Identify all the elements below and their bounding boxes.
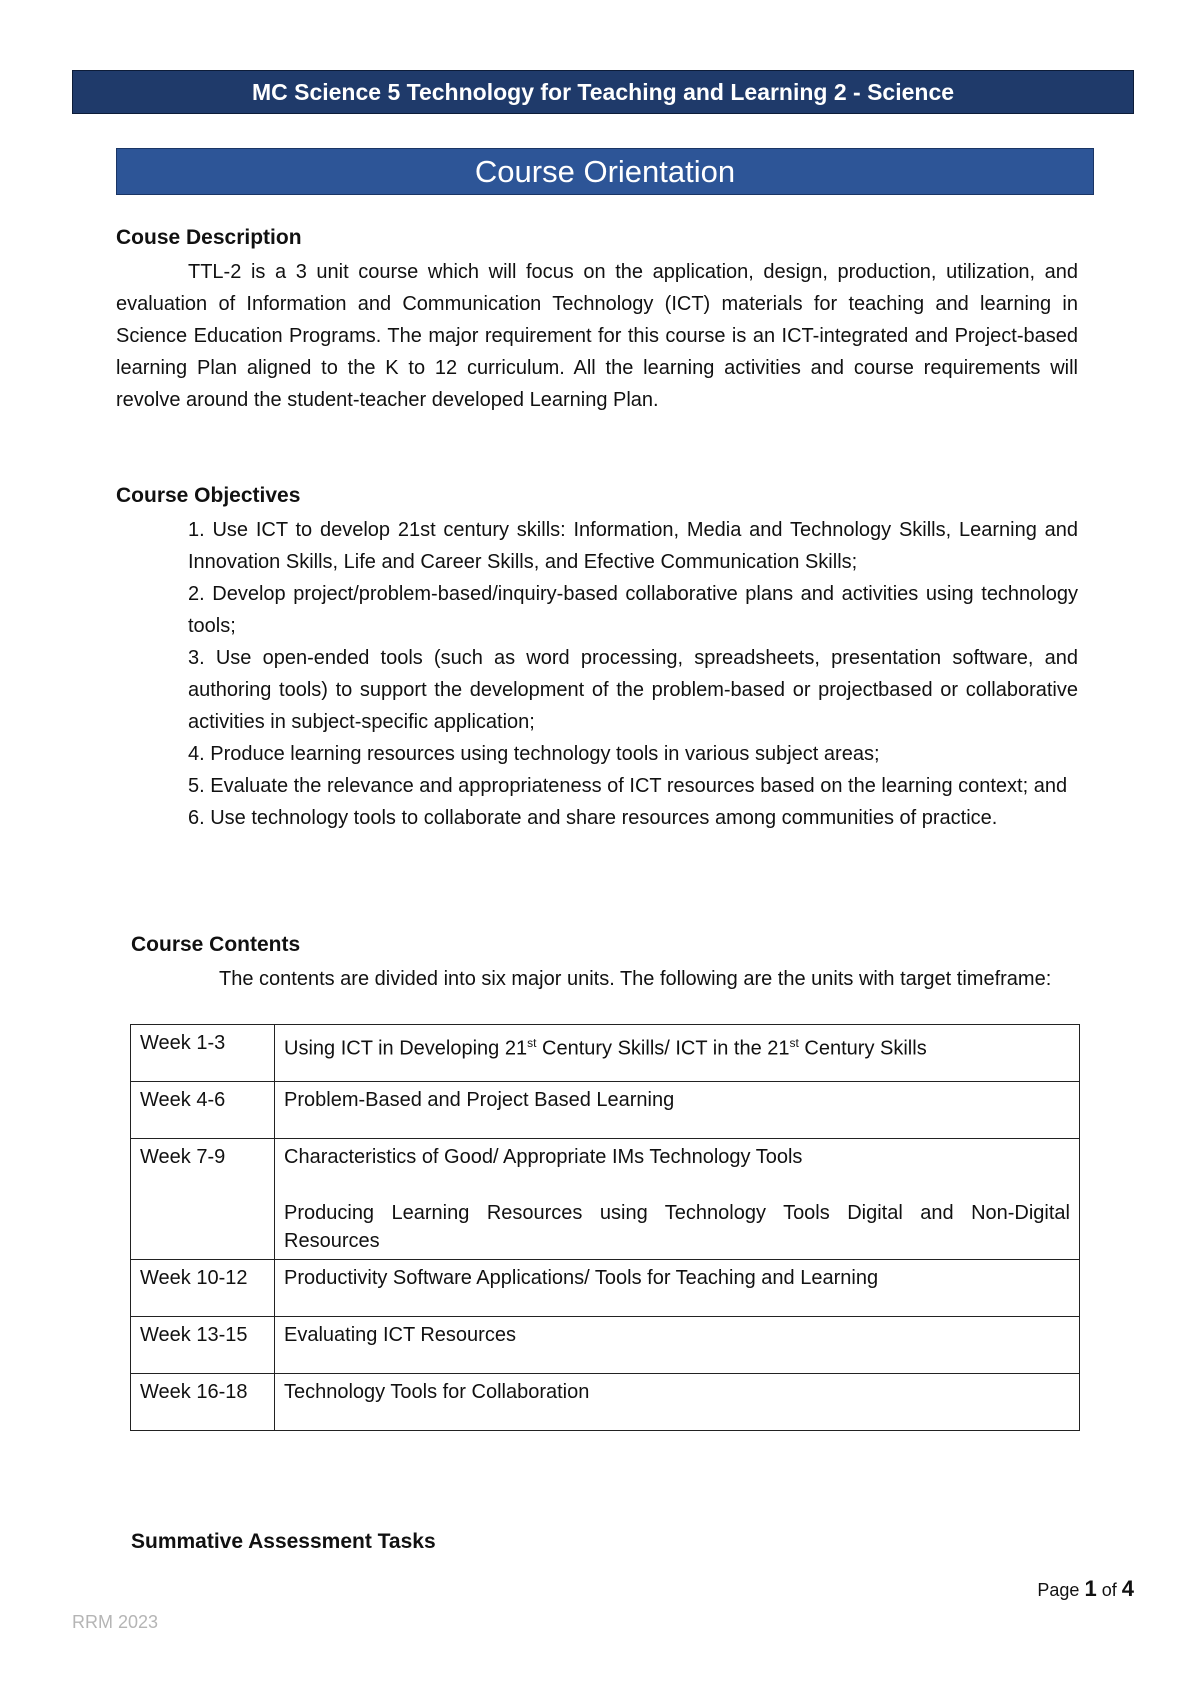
footer-doc-id: RRM 2023 — [72, 1612, 159, 1632]
topic-cell: Problem-Based and Project Based Learning — [275, 1082, 1080, 1139]
section-title: Course Orientation — [474, 153, 736, 189]
summative-heading: Summative Assessment Tasks — [131, 1530, 436, 1553]
document-header — [72, 70, 1134, 114]
objectives-list — [188, 514, 1078, 834]
topic-cell: Using ICT in Developing 21st Century Skills/ ICT in the 21st Century Skills — [275, 1025, 1080, 1082]
week-cell: Week 16-18 — [131, 1374, 275, 1431]
topic-cell: Evaluating ICT Resources — [275, 1317, 1080, 1374]
week-cell: Week 4-6 — [131, 1082, 275, 1139]
topic-cell: Technology Tools for Collaboration — [275, 1374, 1080, 1431]
week-cell: Week 10-12 — [131, 1260, 275, 1317]
description-heading: Couse Description — [116, 226, 302, 249]
units-table — [130, 1024, 1080, 1431]
topic-cell: Characteristics of Good/ Appropriate IMs Technology Tools Producing Learning Resources using Technology Tools Digital and Non-Digital Resources — [275, 1139, 1080, 1260]
objective-item: 4. Produce learning resources using technology tools in various subject areas; — [188, 743, 880, 765]
topic-cell: Productivity Software Applications/ Tools for Teaching and Learning — [275, 1260, 1080, 1317]
objective-item: 1. Use ICT to develop 21st century skills: Information, Media and Technology Skills, Learning and Innovation Skills, Life and Career Skills, and Efective Communication Skills; — [188, 519, 1078, 573]
table-row — [131, 1374, 1080, 1431]
objective-item: 3. Use open-ended tools (such as word processing, spreadsheets, presentation software, and authoring tools) to support the development of the problem-based or projectbased or collaborative activities in subject-specific application; — [188, 647, 1078, 733]
table-row — [131, 1317, 1080, 1374]
contents-heading: Course Contents — [131, 933, 301, 956]
contents-intro: The contents are divided into six major units. The following are the units with target timeframe: — [219, 968, 1052, 990]
objective-item: 6. Use technology tools to collaborate and share resources among communities of practice. — [188, 807, 998, 829]
objective-item: 5. Evaluate the relevance and appropriateness of ICT resources based on the learning context; and — [188, 775, 1068, 797]
week-cell: Week 1-3 — [131, 1025, 275, 1082]
page-number: Page 1 of 4 — [1037, 1576, 1134, 1601]
table-row — [131, 1260, 1080, 1317]
table-row — [131, 1025, 1080, 1082]
document-header-title: MC Science 5 Technology for Teaching and Learning 2 - Science — [251, 78, 955, 105]
week-cell: Week 13-15 — [131, 1317, 275, 1374]
objective-item: 2. Develop project/problem-based/inquiry-based collaborative plans and activities using technology tools; — [188, 583, 1078, 637]
table-row — [131, 1082, 1080, 1139]
objectives-heading: Course Objectives — [116, 484, 301, 507]
description-text: TTL-2 is a 3 unit course which will focus on the application, design, production, utilization, and evaluation of Information and Communication Technology (ICT) materials for teaching and learning in Science Education Programs. The major requirement for this course is an ICT-integrated and Project-based learning Plan aligned to the K to 12 curriculum. All the learning activities and course requirements will revolve around the student-teacher developed Learning Plan. — [116, 261, 1078, 411]
section-title-banner — [116, 148, 1094, 195]
table-row — [131, 1139, 1080, 1260]
week-cell: Week 7-9 — [131, 1139, 275, 1260]
